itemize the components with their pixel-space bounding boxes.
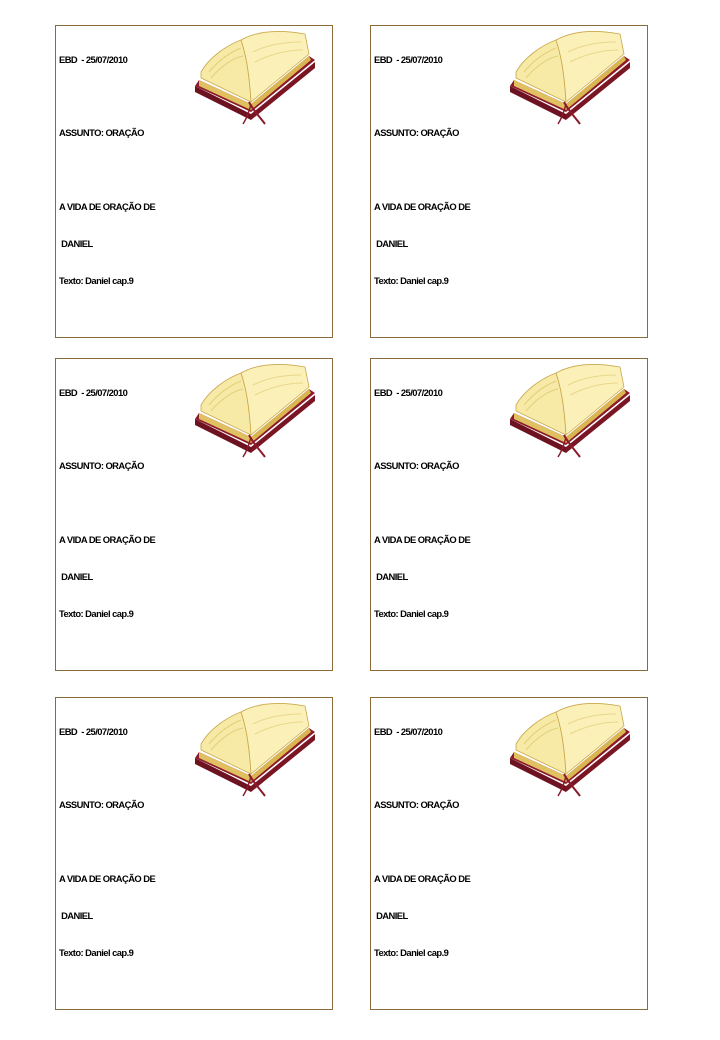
- card-subject: ASSUNTO: ORAÇÃO: [374, 799, 459, 811]
- card-title-line1: A VIDA DE ORAÇÃO DE: [59, 201, 156, 213]
- card-content: [374, 701, 646, 1010]
- card-text-reference: Texto: Daniel cap.9: [374, 607, 449, 619]
- card-date: EBD - 25/07/2010: [374, 725, 443, 737]
- card-title-line1: A VIDA DE ORAÇÃO DE: [374, 873, 471, 885]
- card-title-line2: DANIEL: [374, 910, 408, 922]
- card-title-line2: DANIEL: [59, 571, 93, 583]
- study-card: [55, 25, 333, 338]
- card-content: [59, 362, 331, 671]
- card-subject: ASSUNTO: ORAÇÃO: [59, 127, 144, 139]
- card-title-line1: A VIDA DE ORAÇÃO DE: [59, 873, 156, 885]
- card-text-reference: Texto: Daniel cap.9: [59, 946, 134, 958]
- card-content: [374, 29, 646, 338]
- study-card: [370, 697, 648, 1010]
- study-card: [55, 697, 333, 1010]
- card-date: EBD - 25/07/2010: [59, 725, 128, 737]
- study-card: [370, 358, 648, 671]
- card-text-reference: Texto: Daniel cap.9: [59, 607, 134, 619]
- card-title-line2: DANIEL: [59, 910, 93, 922]
- card-subject: ASSUNTO: ORAÇÃO: [59, 799, 144, 811]
- card-subject: ASSUNTO: ORAÇÃO: [374, 460, 459, 472]
- card-title-line1: A VIDA DE ORAÇÃO DE: [374, 534, 471, 546]
- card-date: EBD - 25/07/2010: [59, 386, 128, 398]
- card-date: EBD - 25/07/2010: [374, 53, 443, 65]
- card-content: [59, 701, 331, 1010]
- card-text-reference: Texto: Daniel cap.9: [374, 946, 449, 958]
- card-date: EBD - 25/07/2010: [59, 53, 128, 65]
- card-subject: ASSUNTO: ORAÇÃO: [374, 127, 459, 139]
- card-title-line1: A VIDA DE ORAÇÃO DE: [374, 201, 471, 213]
- study-card: [370, 25, 648, 338]
- card-date: EBD - 25/07/2010: [374, 386, 443, 398]
- card-text-reference: Texto: Daniel cap.9: [374, 274, 449, 286]
- study-card: [55, 358, 333, 671]
- card-title-line2: DANIEL: [374, 571, 408, 583]
- card-title-line2: DANIEL: [59, 238, 93, 250]
- card-content: [59, 29, 331, 338]
- card-text-reference: Texto: Daniel cap.9: [59, 274, 134, 286]
- card-content: [374, 362, 646, 671]
- card-title-line2: DANIEL: [374, 238, 408, 250]
- card-title-line1: A VIDA DE ORAÇÃO DE: [59, 534, 156, 546]
- card-subject: ASSUNTO: ORAÇÃO: [59, 460, 144, 472]
